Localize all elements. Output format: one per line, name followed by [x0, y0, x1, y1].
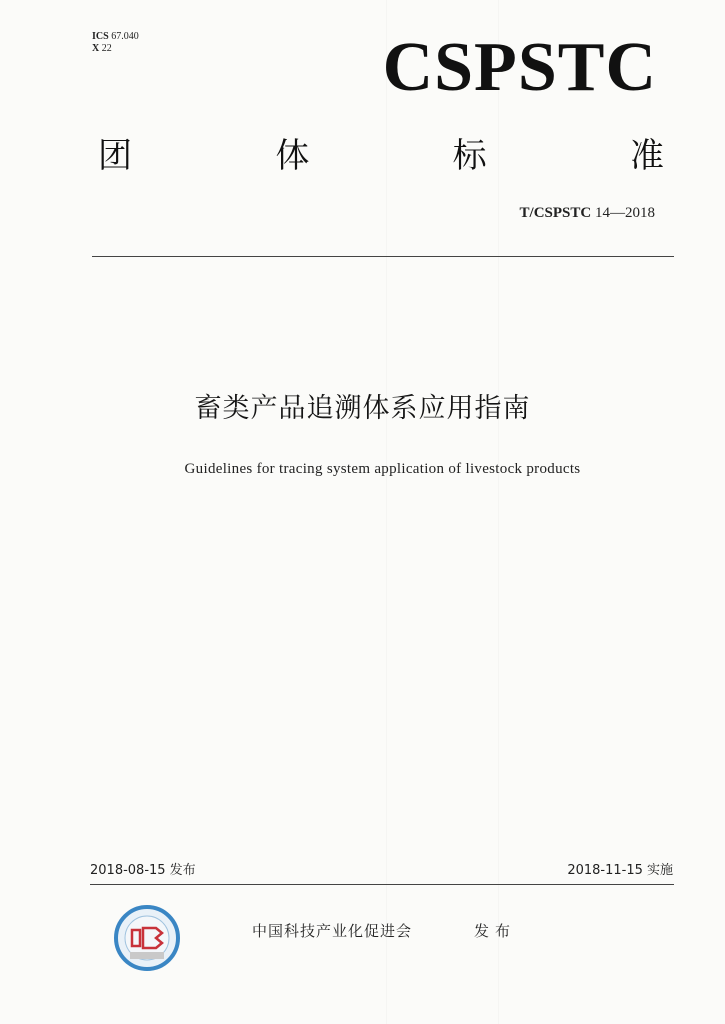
seal-label-band [130, 952, 164, 959]
class-value: 22 [101, 43, 112, 54]
standard-number [520, 204, 655, 222]
standard-code: T/CSPSTC [519, 205, 592, 221]
header-divider [92, 256, 674, 257]
class-code-line [92, 43, 139, 55]
standard-type-heading [98, 136, 664, 176]
footer-divider [90, 884, 674, 885]
issue-date: 2018-08-15 发布 [90, 863, 196, 878]
implementation-date: 2018-11-15 实施 [567, 863, 673, 878]
publish-verb: 发布 [474, 922, 517, 940]
classification-codes [92, 31, 139, 55]
standard-type-char: 标 [452, 136, 487, 176]
standard-type-char: 准 [629, 136, 664, 176]
title-english: Guidelines for tracing system application of livestock products [184, 461, 581, 477]
publisher-name: 中国科技产业化促进会 [252, 922, 413, 940]
class-label: X [92, 43, 100, 54]
standard-type-char: 团 [98, 136, 132, 176]
ics-label: ICS [92, 31, 109, 42]
standard-number-value: 14—2018 [595, 205, 655, 221]
standard-type-char: 体 [275, 136, 310, 176]
ics-value: 67.040 [111, 31, 139, 42]
ics-code-line [92, 31, 139, 43]
title-chinese: 畜类产品追溯体系应用指南 [194, 393, 531, 424]
publisher-seal [110, 904, 184, 972]
org-logo-text: CSPSTC [382, 29, 657, 106]
